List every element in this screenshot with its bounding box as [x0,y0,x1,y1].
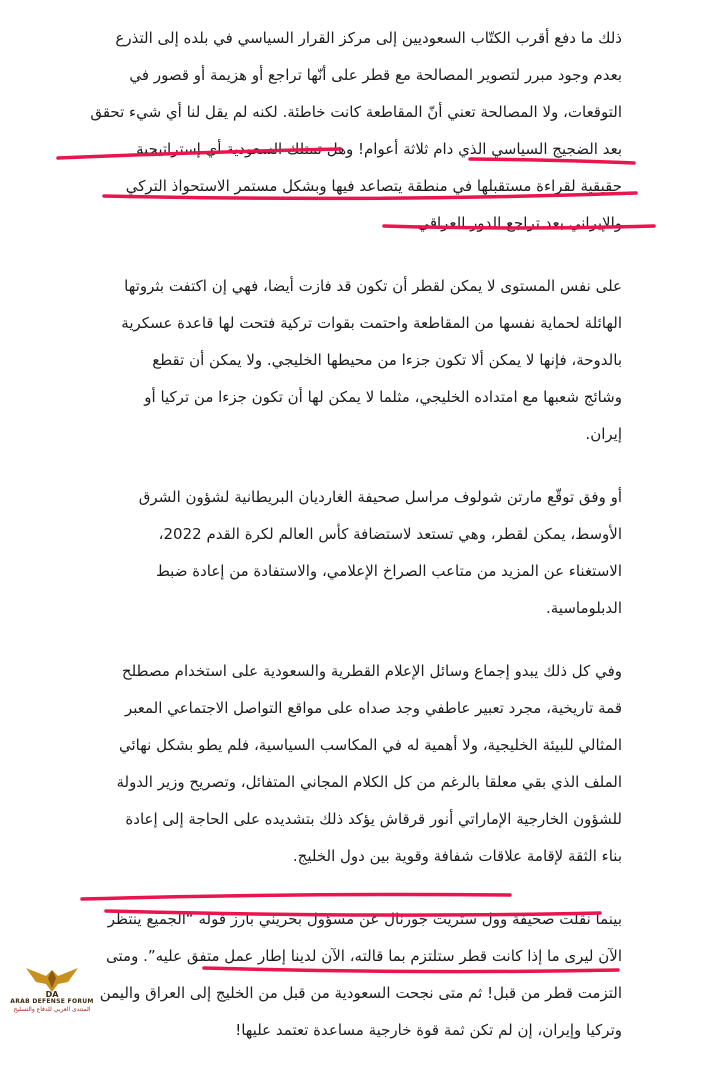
text-line: الأوسط، يمكن لقطر، وهي تستعد لاستضافة كأس العالم لكرة القدم 2022، [158,525,622,543]
text-line: بناء الثقة لإقامة علاقات شفافة وقوية بين دول الخليج. [292,847,622,865]
text-line: بينما نقلت صحيفة وول ستريت جورنال عن مسؤول بحريني بارز قوله “الجميع ينتظر [107,910,622,928]
text-line: الدبلوماسية. [545,599,622,617]
text-line: بعد الضجيج السياسي الذي دام ثلاثة أعوام! وهل تمتلك السعودية أي إستراتيجية [136,140,622,158]
text-line: بالدوحة، فإنها لا يمكن ألا تكون جزءا من محيطها الخليجي. ولا يمكن أن تقطع [152,351,622,369]
text-line: الهائلة لحماية نفسها من المقاطعة واحتمت بقوات تركية فتحت لها قاعدة عسكرية [121,314,622,332]
paragraph-4 [84,653,622,875]
text-line: للشؤون الخارجية الإماراتي أنور قرقاش يؤكد ذلك بتشديده على الحاجة إلى إعادة [125,810,622,828]
arab-defense-forum-logo [4,958,100,1022]
text-line: وتركيا وإيران، إن لم تكن ثمة قوة خارجية مساعدة تعتمد عليها! [235,1021,622,1039]
eagle-emblem-icon [24,958,80,998]
text-line: إيران. [585,425,622,443]
paragraph-3 [84,479,622,627]
text-line: أو وفق توقّع مارتن شولوف مراسل صحيفة الغارديان البريطانية لشؤون الشرق [138,488,622,506]
text-line: المثالي للبيئة الخليجية، ولا أهمية له في المكاسب السياسية، فلم يطو بشكل نهائي [119,736,622,754]
text-line: ذلك ما دفع أقرب الكتّاب السعوديين إلى مركز القرار السياسي في بلده إلى التذرع [115,29,622,47]
text-line: على نفس المستوى لا يمكن لقطر أن تكون قد فازت أيضا، فهي إن اكتفت بثروتها [124,277,622,295]
text-line: الملف الذي بقي معلقا بالرغم من كل الكلام المجاني المتفائل، وتصريح وزير الدولة [116,773,622,791]
logo-mark: DA [45,990,59,998]
text-line: بعدم وجود مبرر لتصوير المصالحة مع قطر على أنّها تراجع أو هزيمة أو قصور في [129,66,622,84]
text-line: والإيراني بعد تراجع الدور العراقي. [412,214,622,232]
text-line: قمة تاريخية، مجرد تعبير عاطفي وجد صداه على مواقع التواصل الاجتماعي المعبر [124,699,622,717]
text-line: التوقعات، ولا المصالحة تعني أنّ المقاطعة كانت خاطئة. لكنه لم يقل لنا أي شيء تحقق [90,103,622,121]
text-line: وشائج شعبها مع امتداده الخليجي، مثلما لا يمكن لها أن تكون جزءا من تركيا أو [144,388,622,406]
text-line: حقيقية لقراءة مستقبلها في منطقة يتصاعد فيها وبشكل مستمر الاستحواذ التركي [125,177,622,195]
article-body [84,20,622,1075]
paragraph-5 [84,901,622,1049]
text-line: التزمت قطر من قبل! ثم متى نجحت السعودية من قبل من الخليج إلى العراق واليمن [99,984,622,1002]
text-line: الاستغناء عن المزيد من متاعب الصراخ الإعلامي، والاستفادة من إعادة ضبط [155,562,622,580]
logo-subtitle: المنتدى العربي للدفاع والتسليح [13,1006,91,1013]
logo-name: ARAB DEFENSE FORUM [10,998,94,1005]
paragraph-2 [84,268,622,453]
text-line: وفي كل ذلك يبدو إجماع وسائل الإعلام القطرية والسعودية على استخدام مصطلح [121,662,622,680]
text-line: الآن ليرى ما إذا كانت قطر ستلتزم بما قالته، الآن لدينا إطار عمل متفق عليه”. ومتى [106,947,622,965]
paragraph-1 [84,20,622,242]
